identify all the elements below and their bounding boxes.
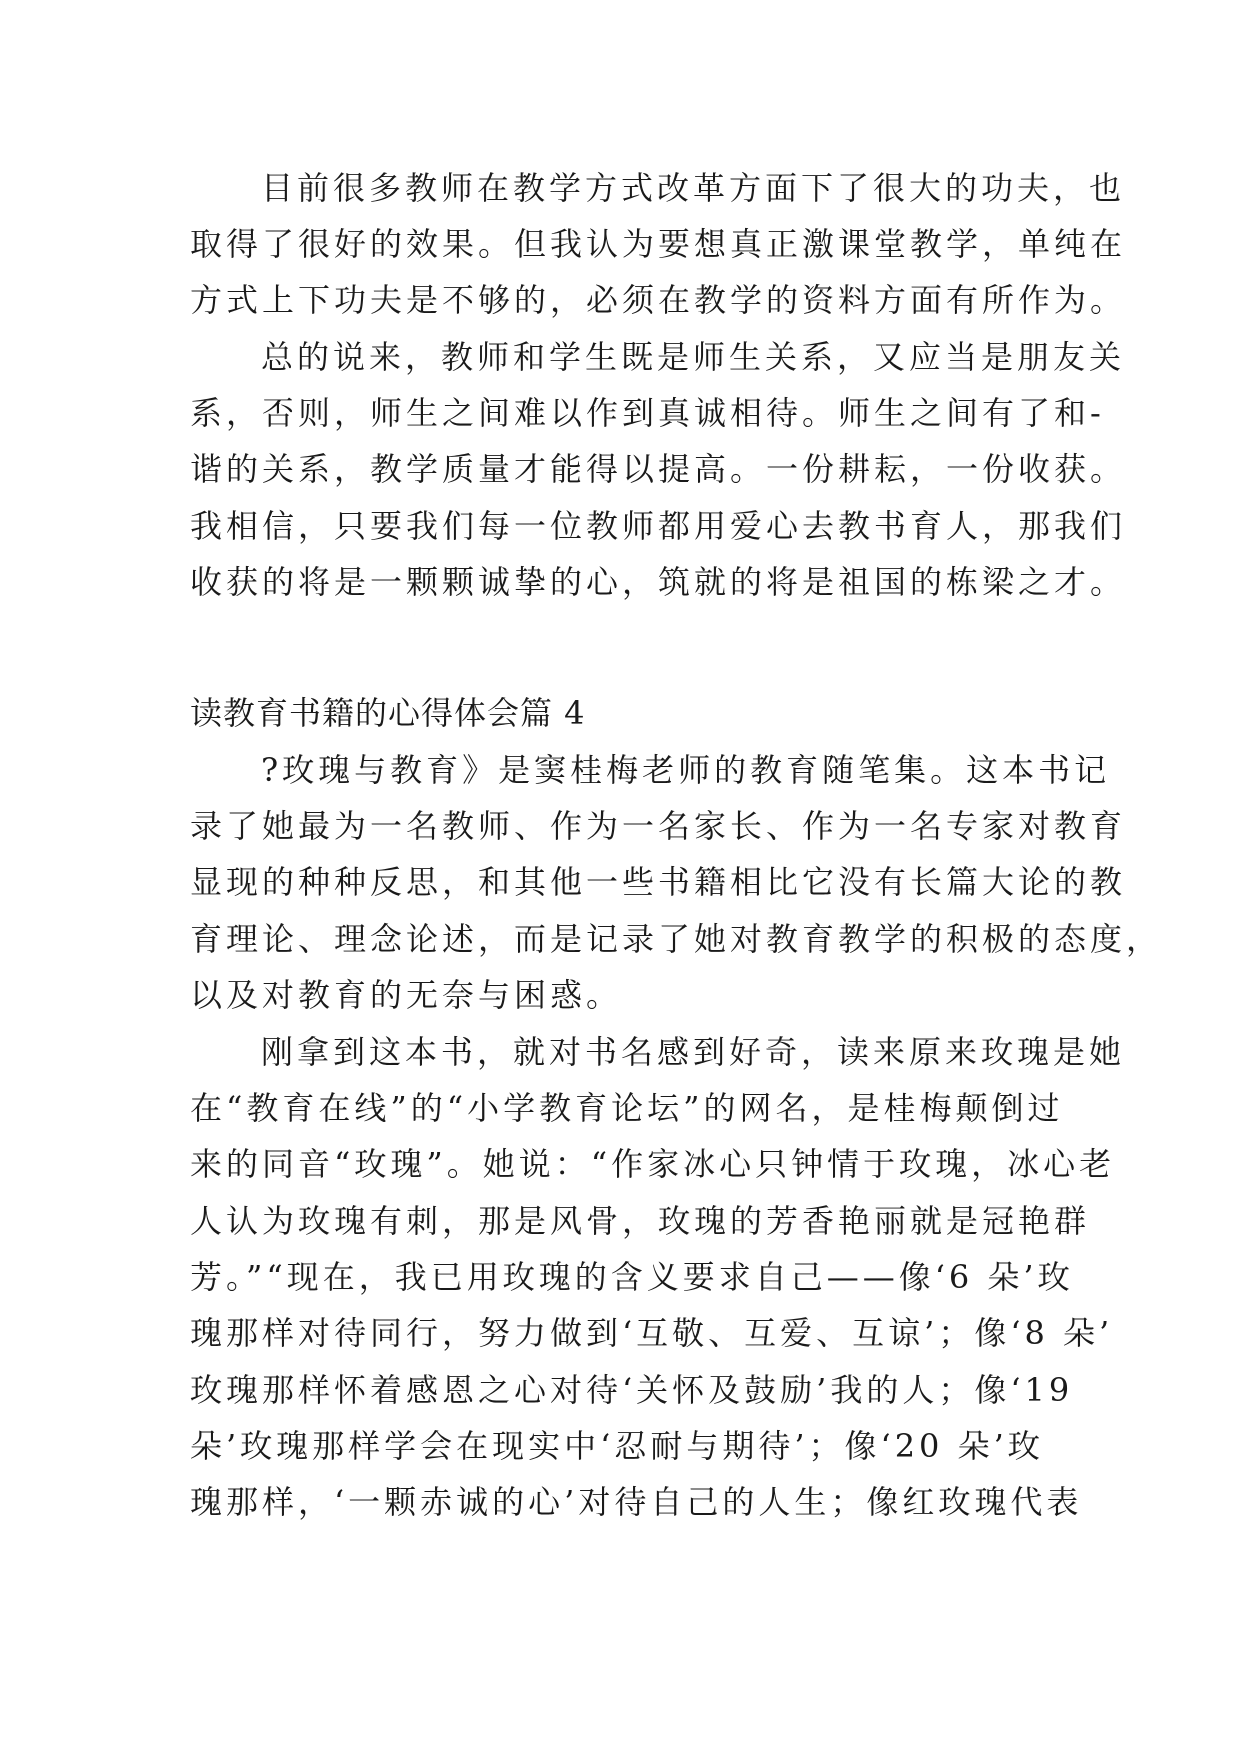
paragraph-line: 收获的将是一颗颗诚挚的心，筑就的将是祖国的栋梁之才。 — [190, 563, 1127, 601]
paragraph-line: ?玫瑰与教育》是窦桂梅老师的教育随笔集。这本书记 — [261, 751, 1111, 789]
paragraph-line: 总的说来，教师和学生既是师生关系，又应当是朋友关 — [261, 338, 1126, 376]
paragraph-line: 朵’玫瑰那样学会在现实中‘忍耐与期待’；像‘20 朵’玫 — [190, 1427, 1044, 1465]
paragraph-line: 玫瑰那样怀着感恩之心对待‘关怀及鼓励’我的人；像‘19 — [190, 1371, 1074, 1409]
paragraph-line: 目前很多教师在教学方式改革方面下了很大的功夫，也 — [261, 169, 1126, 207]
paragraph-line: 瑰那样，‘一颗赤诚的心’对待自己的人生；像红玫瑰代表 — [190, 1483, 1083, 1521]
paragraph-line: 在“教育在线”的“小学教育论坛”的网名，是桂梅颠倒过 — [190, 1089, 1064, 1127]
paragraph-line: 芳。”“现在，我已用玫瑰的含义要求自己——像‘6 朵’玫 — [190, 1258, 1074, 1296]
paragraph-line: 方式上下功夫是不够的，必须在教学的资料方面有所作为。 — [190, 281, 1127, 319]
paragraph-line: 录了她最为一名教师、作为一名家长、作为一名专家对教育 — [190, 807, 1127, 845]
paragraph-line: 显现的种种反思，和其他一些书籍相比它没有长篇大论的教 — [190, 863, 1127, 901]
paragraph-line: 来的同音“玫瑰”。她说：“作家冰心只钟情于玫瑰，冰心老 — [190, 1145, 1116, 1183]
paragraph-line: 瑰那样对待同行，努力做到‘互敬、互爱、互谅’；像‘8 朵’ — [190, 1314, 1114, 1352]
section-heading: 读教育书籍的心得体会篇 4 — [190, 694, 586, 732]
paragraph-line: 人认为玫瑰有刺，那是风骨，玫瑰的芳香艳丽就是冠艳群 — [190, 1202, 1091, 1240]
paragraph-line: 我相信，只要我们每一位教师都用爱心去教书育人，那我们 — [190, 507, 1127, 545]
paragraph-line: 刚拿到这本书，就对书名感到好奇，读来原来玫瑰是她 — [261, 1033, 1126, 1071]
paragraph-line: 育理论、理念论述，而是记录了她对教育教学的积极的态度， — [190, 920, 1163, 958]
paragraph-line: 取得了很好的效果。但我认为要想真正激课堂教学，单纯在 — [190, 225, 1127, 263]
paragraph-line: 谐的关系，教学质量才能得以提高。一份耕耘，一份收获。 — [190, 450, 1127, 488]
paragraph-line: 以及对教育的无奈与困惑。 — [190, 976, 623, 1014]
paragraph-line: 系，否则，师生之间难以作到真诚相待。师生之间有了和- — [190, 394, 1105, 432]
